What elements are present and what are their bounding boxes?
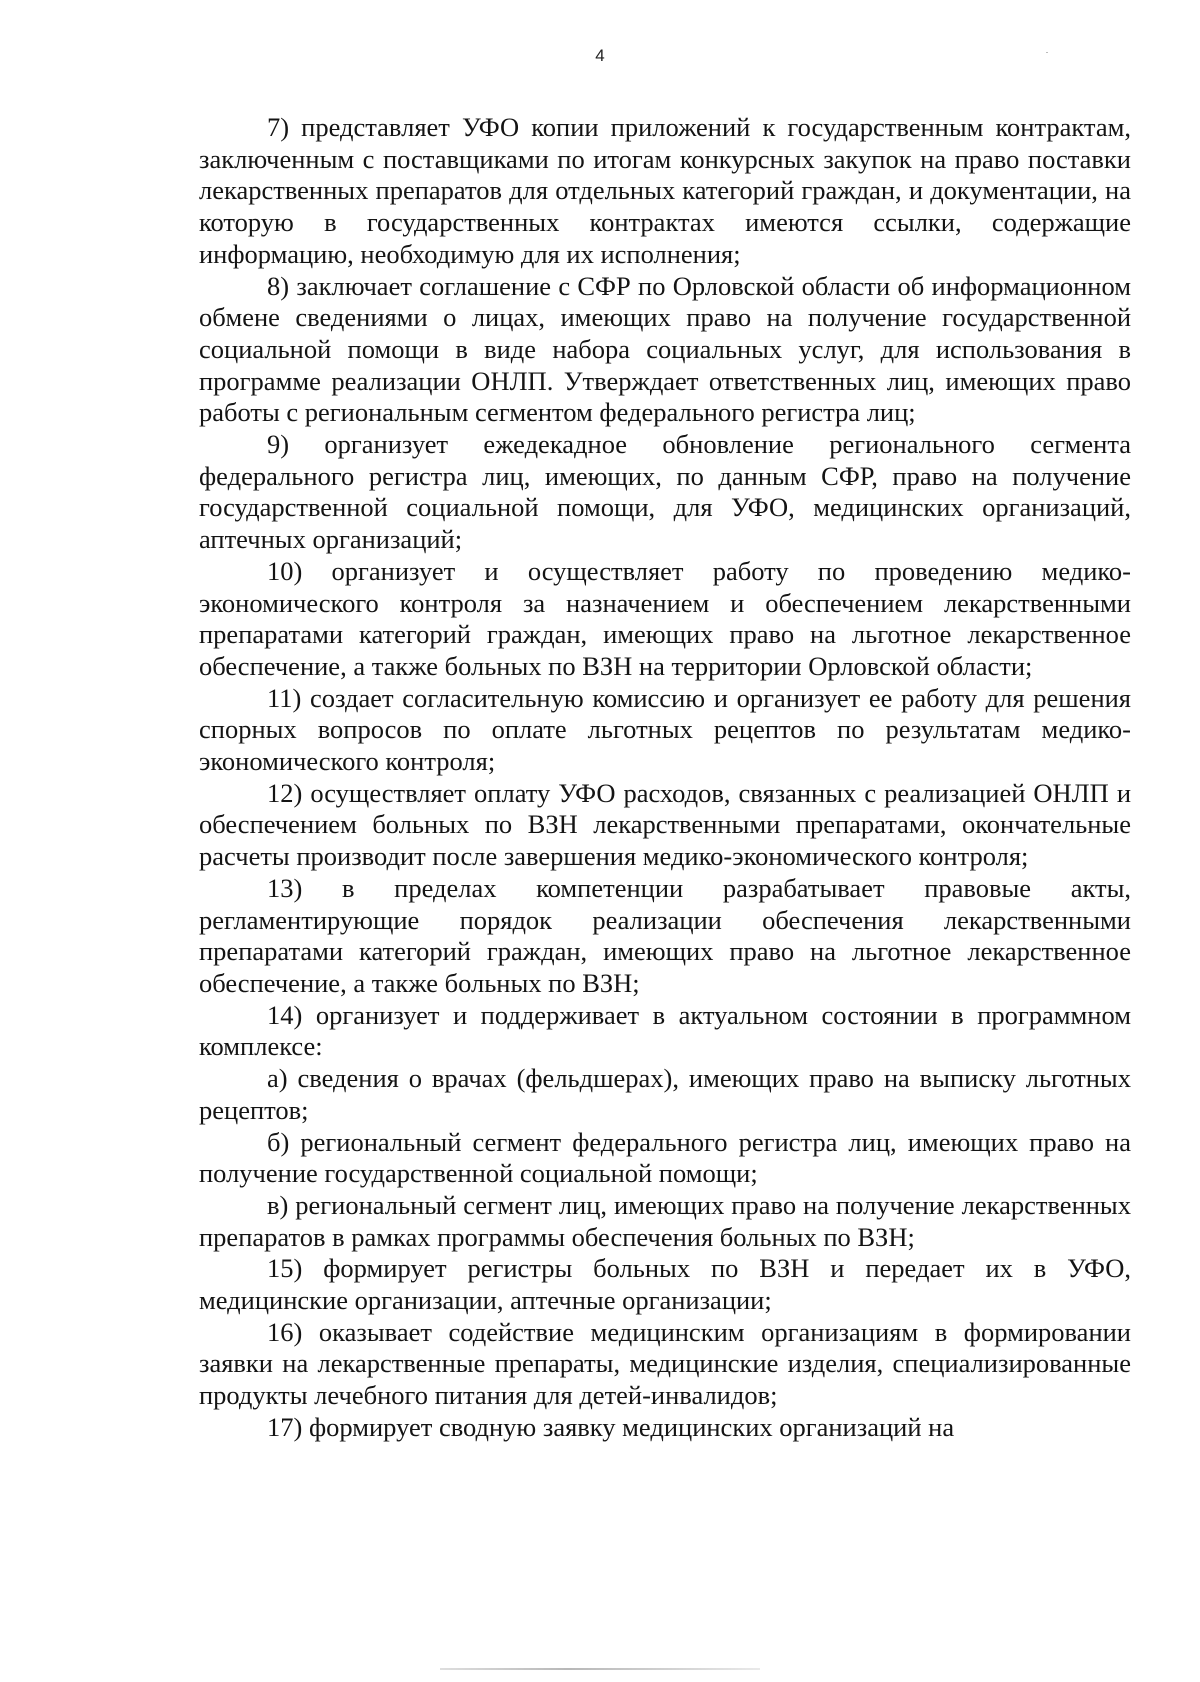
paragraph-item-10: 10) организует и осуществляет работу по проведению медико-экономического контроля за назначением и обеспечением лекарственными препаратами категорий граждан, имеющих право на льготное лекарственное обеспечение, а также больных по ВЗН на территории Орловской области; [199,555,1131,681]
paragraph-subitem-a: а) сведения о врачах (фельдшерах), имеющих право на выписку льготных рецептов; [199,1063,1131,1125]
paragraph-item-16: 16) оказывает содействие медицинским организациям в формировании заявки на лекарственные препараты, медицинские изделия, специализированные продукты лечебного питания для детей-инвалидов; [199,1316,1131,1411]
paragraph-item-11: 11) создает согласительную комиссию и организует ее работу для решения спорных вопросов по оплате льготных рецептов по результатам медико-экономического контроля; [199,682,1131,777]
paragraph-item-14: 14) организует и поддерживает в актуальном состоянии в программном комплексе: [199,999,1131,1062]
document-body [199,112,1131,1444]
paragraph-item-9: 9) организует ежедекадное обновление регионального сегмента федерального регистра лиц, имеющих, по данным СФР, право на получение государственной социальной помощи, для УФО, медицинских организаций, аптечных организаций; [199,429,1131,555]
paragraph-subitem-b: б) региональный сегмент федерального регистра лиц, имеющих право на получение государственной социальной помощи; [199,1126,1131,1189]
paragraph-subitem-v: в) региональный сегмент лиц, имеющих право на получение лекарственных препаратов в рамках программы обеспечения больных по ВЗН; [199,1189,1131,1252]
paragraph-item-8: 8) заключает соглашение с СФР по Орловской области об информационном обмене сведениями о лицах, имеющих право на получение государственной социальной помощи в виде набора социальных услуг, для использования в программе реализации ОНЛП. Утверждает ответственных лиц, имеющих право работы с региональным сегментом федерального регистра лиц; [199,270,1131,428]
page-number: 4 [595,46,605,65]
paragraph-item-13: 13) в пределах компетенции разрабатывает правовые акты, регламентирующие порядок реализации обеспечения лекарственными препаратами категорий граждан, имеющих право на льготное лекарственное обеспечение, а также больных по ВЗН; [199,872,1131,998]
paragraph-item-17: 17) формирует сводную заявку медицинских организаций на [267,1411,955,1442]
paragraph-item-15: 15) формирует регистры больных по ВЗН и передает их в УФО, медицинские организации, аптечные организации; [199,1253,1131,1316]
scan-speck [1046,52,1048,53]
paragraph-item-7: 7) представляет УФО копии приложений к государственным контрактам, заключенным с поставщиками по итогам конкурсных закупок на право поставки лекарственных препаратов для отдельных категорий граждан, и документации, на которую в государственных контрактах имеются ссылки, содержащие информацию, необходимую для их исполнения; [199,112,1131,269]
scan-bottom-rule [440,1668,760,1670]
paragraph-item-12: 12) осуществляет оплату УФО расходов, связанных с реализацией ОНЛП и обеспечением больных по ВЗН лекарственными препаратами, окончательные расчеты производит после завершения медико-экономического контроля; [199,777,1131,872]
